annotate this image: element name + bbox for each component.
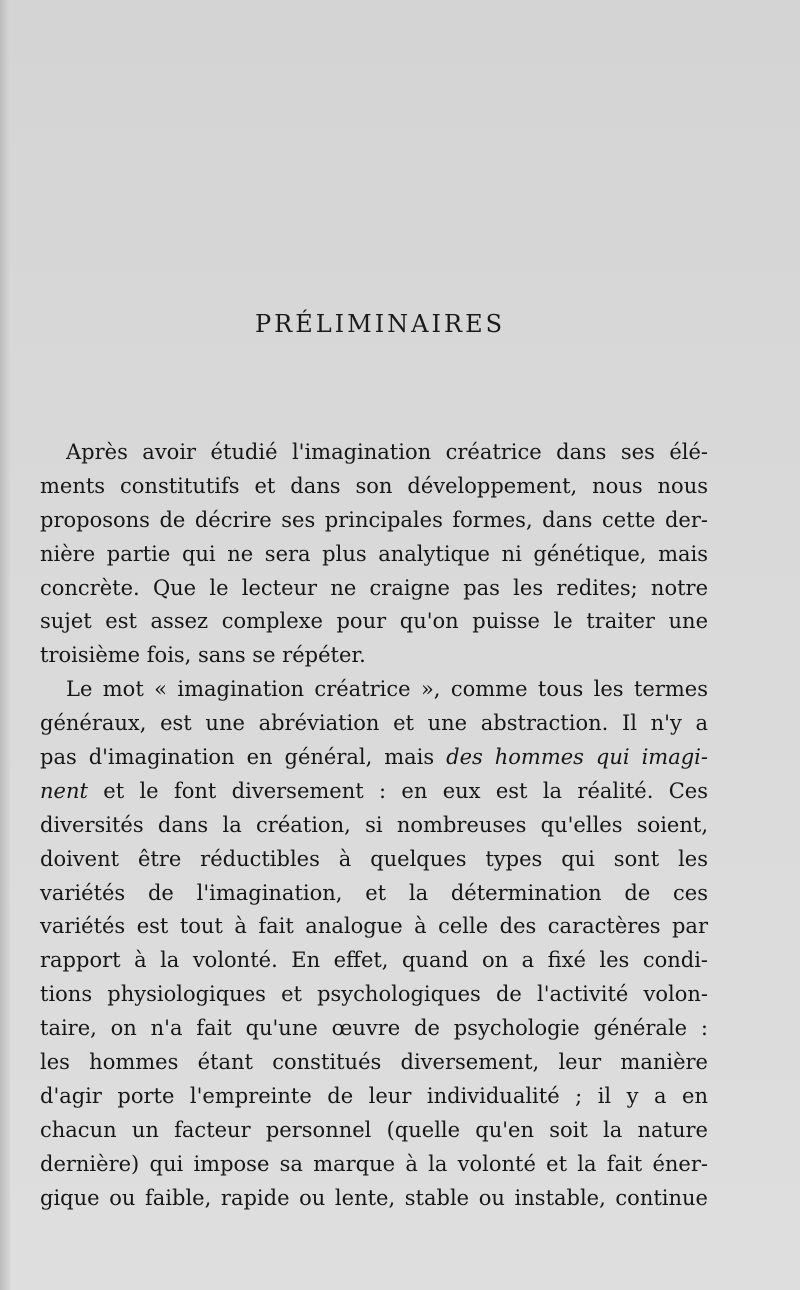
text-line: généraux, est une abréviation et une abstraction. Il n'y a bbox=[40, 711, 708, 736]
italic-text: nent bbox=[40, 778, 88, 803]
text-line: sujet est assez complexe pour qu'on puisse le traiter une bbox=[40, 609, 708, 634]
text-line: taire, on n'a fait qu'une œuvre de psychologie générale : bbox=[40, 1016, 708, 1041]
text-line: doivent être réductibles à quelques types qui sont les bbox=[40, 846, 708, 871]
text-line: ments constitutifs et dans son développement, nous nous bbox=[40, 473, 708, 498]
text-line-mixed bbox=[40, 775, 708, 809]
text-line: dernière) qui impose sa marque à la volonté et la fait éner- bbox=[40, 1151, 708, 1176]
text-span: pas d'imagination en général, mais bbox=[40, 745, 447, 770]
text-line: diversités dans la création, si nombreuses qu'elles soient, bbox=[40, 812, 708, 837]
page-edge-shadow bbox=[0, 0, 10, 1290]
text-line: nière partie qui ne sera plus analytique ni génétique, mais bbox=[40, 541, 708, 566]
text-line: gique ou faible, rapide ou lente, stable ou instable, continue bbox=[40, 1185, 708, 1210]
text-line: chacun un facteur personnel (quelle qu'en soit la nature bbox=[40, 1117, 708, 1142]
text-line: tions physiologiques et psychologiques de l'activité volon- bbox=[40, 982, 708, 1007]
text-line: variétés de l'imagination, et la détermination de ces bbox=[40, 880, 708, 905]
text-line: concrète. Que le lecteur ne craigne pas les redites; notre bbox=[40, 575, 708, 600]
chapter-title: PRÉLIMINAIRES bbox=[254, 310, 506, 338]
text-line-mixed bbox=[40, 741, 708, 775]
text-line: Après avoir étudié l'imagination créatrice dans ses élé- bbox=[66, 440, 708, 464]
text-line: Le mot « imagination créatrice », comme tous les termes bbox=[66, 677, 708, 702]
text-span: et le font diversement : en eux est la réalité. Ces bbox=[87, 778, 708, 803]
body-text bbox=[40, 436, 708, 1215]
text-line: proposons de décrire ses principales formes, dans cette der- bbox=[40, 507, 708, 532]
text-line: d'agir porte l'empreinte de leur individualité ; il y a en bbox=[40, 1083, 708, 1108]
italic-text: des hommes qui imagi- bbox=[446, 745, 708, 770]
text-line: rapport à la volonté. En effet, quand on a fixé les condi- bbox=[40, 948, 708, 973]
text-line: les hommes étant constitués diversement, leur manière bbox=[40, 1050, 708, 1075]
text-line: variétés est tout à fait analogue à celle des caractères par bbox=[40, 914, 708, 939]
text-line: troisième fois, sans se répéter. bbox=[40, 643, 366, 668]
